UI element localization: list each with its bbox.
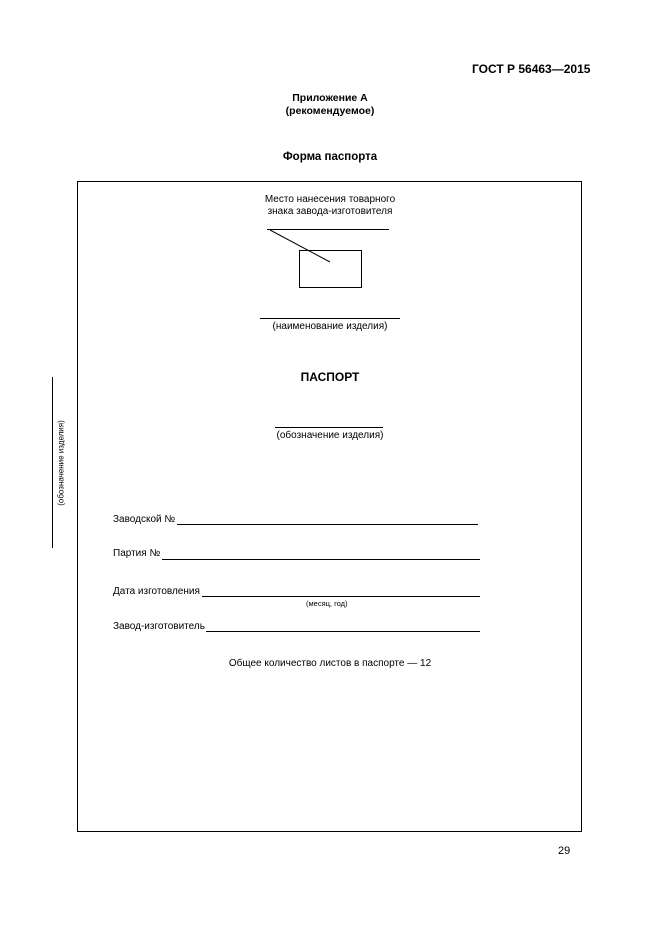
passport-title: ПАСПОРТ <box>300 370 360 384</box>
manufacturer-line <box>206 631 480 632</box>
serial-number-label: Заводской № <box>113 514 176 525</box>
appendix-title: Приложение А <box>292 92 368 104</box>
product-name-line <box>260 318 400 319</box>
standard-designation: ГОСТ Р 56463—2015 <box>472 62 591 76</box>
manufacture-date-line <box>202 596 480 597</box>
manufacture-date-hint: (месяц, год) <box>306 599 348 608</box>
batch-number-label: Партия № <box>113 548 161 559</box>
product-designation-line <box>275 427 383 428</box>
trademark-caption-line1: Место нанесения товарного <box>264 194 396 205</box>
serial-number-line <box>177 524 478 525</box>
manufacture-date-label: Дата изготовления <box>113 586 200 597</box>
manufacturer-label: Завод-изготовитель <box>113 621 205 632</box>
trademark-placeholder-box <box>299 250 362 288</box>
page-number: 29 <box>558 845 571 857</box>
batch-number-line <box>162 559 480 560</box>
appendix-subtitle: (рекомендуемое) <box>285 105 375 117</box>
product-designation-label: (обозначение изделия) <box>276 430 384 441</box>
total-sheets-note: Общее количество листов в паспорте — 12 <box>228 658 432 669</box>
product-name-label: (наименование изделия) <box>272 321 388 332</box>
form-title: Форма паспорта <box>282 151 378 163</box>
margin-note: (обозначение изделия) <box>56 420 66 506</box>
trademark-caption-line2: знака завода-изготовителя <box>267 206 393 217</box>
